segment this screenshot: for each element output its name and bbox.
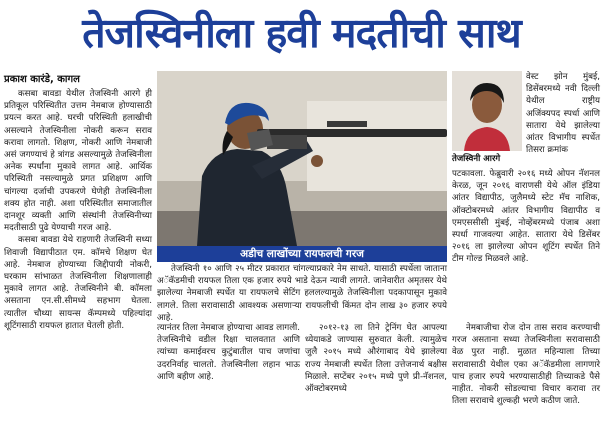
article-column-r2 <box>452 168 600 266</box>
paragraph: कसबा बावडा येथील तेजस्विनी आरगे ही प्रतिकूल परिस्थितीत उत्तम नेमबाज होण्यासाठी प्रयत्न करत आहे. घरची परिस्थिती हलाखीची असल्याने तेजस्विनीला नोकरी करून सराव करावा लागतो. शिक्षण, नोकरी आणि नेमबाजी असं जगण्याचं हे त्रांगड असल्यामुळे तेजस्विनीला अनेक स्पर्धांना मुकावे लागत आहे. आर्थिक परिस्थिती नसल्यामुळे प्रगत प्रशिक्षण आणि चांगल्या दर्जाची उपकरणे घेणेही तेजस्विनीला शक्य होत नाही. अशा परिस्थितीत समाजातील दानशूर व्यक्ती आणि संस्थांनी तेजस्विनीच्या मदतीसाठी पुढे येण्याची गरज आहे. <box>4 89 152 234</box>
headline: तेजस्विनीला हवी मदतीची साथ <box>82 9 521 57</box>
article-column-r1 <box>526 71 600 156</box>
article-column-b3 <box>305 322 447 395</box>
paragraph: तेजस्विनी १० आणि २५ मीटर प्रकारात चांगल्याप्रकारे नेम साधते. यासाठी स्पर्धेला जाताना अॅकॅडमीची रायफल तिला एक हजार रुपये भाडे देऊन न्यावी लागते. जानेवारीत अमृतसर येथे झालेल्या नेमबाजी स्पर्धेत या रायफलचे सेटिंग हललल्यामुळे तेजस्विनीला पदकापासून मुकावे लागले. तिला सरावासाठी आवश्यक असणाऱ्या रायफलीची किंमत दोन लाख ३० हजार रुपये आहे. <box>157 264 447 323</box>
article-column-1 <box>4 88 152 332</box>
paragraph: नेमबाजीचा रोज दोन तास सराव करण्याची गरज असताना सध्या तेजस्विनीला सरावासाठी वेळ पुरत नाही. मुळात महिन्याला तिच्या सरावासाठी येथील एका अॅकॅडमीला लागणारे पाच हजार रुपये भरण्यासाठीही तिच्याकडे पैसे नाहीत. नोकरी सोडल्याचा विचार करावा तर तिला सरावाचे शुल्कही भरणे कठीण जाते. <box>452 323 600 407</box>
portrait-caption: तेजस्विनी आरगे <box>452 154 501 164</box>
paragraph: कसबा बावडा येथे राहणारी तेजस्विनी सध्या शिवाजी विद्यापीठात एम. कॉमचे शिक्षण घेत आहे. नेमबाज होण्याच्या जिद्दीपायी नोकरी, घरकाम सांभाळत तेजस्विनीला शिक्षणालाही मुकावे लागत आहे. तेजस्विनीने बी. कॉमला असताना एन.सी.सीमध्ये सहभाग घेतला. त्यातील चौथ्या सायन्स कॅम्पमध्ये पहिल्यांदा शूटिंगसाठी रायफल हातात घेतली होती. <box>4 235 152 331</box>
portrait-illustration <box>452 71 522 151</box>
article-column-b2 <box>157 322 300 383</box>
paragraph: त्यानंतर तिला नेमबाज होण्याचा आवड लागली. तेजस्विनीचे वडील रिक्षा चालवतात आणि त्यांच्या कमाईवरच कुटुंबातील पाच जणांचा उदरनिर्वाह चालतो. तेजस्विनीला लहान भाऊ आणि बहीण आहे. <box>157 323 300 382</box>
byline: प्रकाश कारंडे, कागल <box>4 74 80 85</box>
shooter-photo <box>157 71 447 246</box>
article-column-r3 <box>452 322 600 407</box>
paragraph: वेस्ट झोन मुंबई, डिसेंबरमध्ये नवी दिल्ली येथील राष्ट्रीय अजिंक्यपद स्पर्धा आणि सातारा येथे झालेल्या आंतर विभागीय स्पर्धेत तिसरा क्रमांक <box>526 72 600 156</box>
shooter-photo-illustration <box>157 71 447 246</box>
photo-caption: अडीच लाखोंच्या रायफलची गरज <box>157 246 447 262</box>
article-column-mid <box>157 263 447 324</box>
portrait-photo <box>452 71 522 151</box>
paragraph: पटकावला. फेब्रुवारी २०१६ मध्ये ओपन नॅशनल केरळ, जून २०१६ वाराणसी येथे ऑल इंडिया आंतर विद्यापीठ, जुलैमध्ये स्टेट मॅच नाशिक, ऑक्टोबरमध्ये आंतर विभागीय विद्यापीठ व एमएससीसी मुंबई, नोव्हेंबरमध्ये पंजाब अशा स्पर्धा गाजवल्या आहेत. सातारा येथे डिसेंबर २०१६ ला झालेल्या ओपन शूटिंग स्पर्धेत तिने टीम गोल्ड मिळवले आहे. <box>452 169 600 265</box>
paragraph: २०१२-१३ ला तिने ट्रेनिंग घेत आपल्या ध्येयाकडे जाण्यास सुरुवात केली. त्यामुळेच जुलै २०१५ मध्ये औरंगाबाद येथे झालेल्या राज्य नेमबाजी स्पर्धेत तिला उत्तेजनार्थ बक्षीस मिळाले. सप्टेंबर २०१५ मध्ये पुणे प्री-नॅशनल, ऑक्टोबरमध्ये <box>305 323 447 395</box>
